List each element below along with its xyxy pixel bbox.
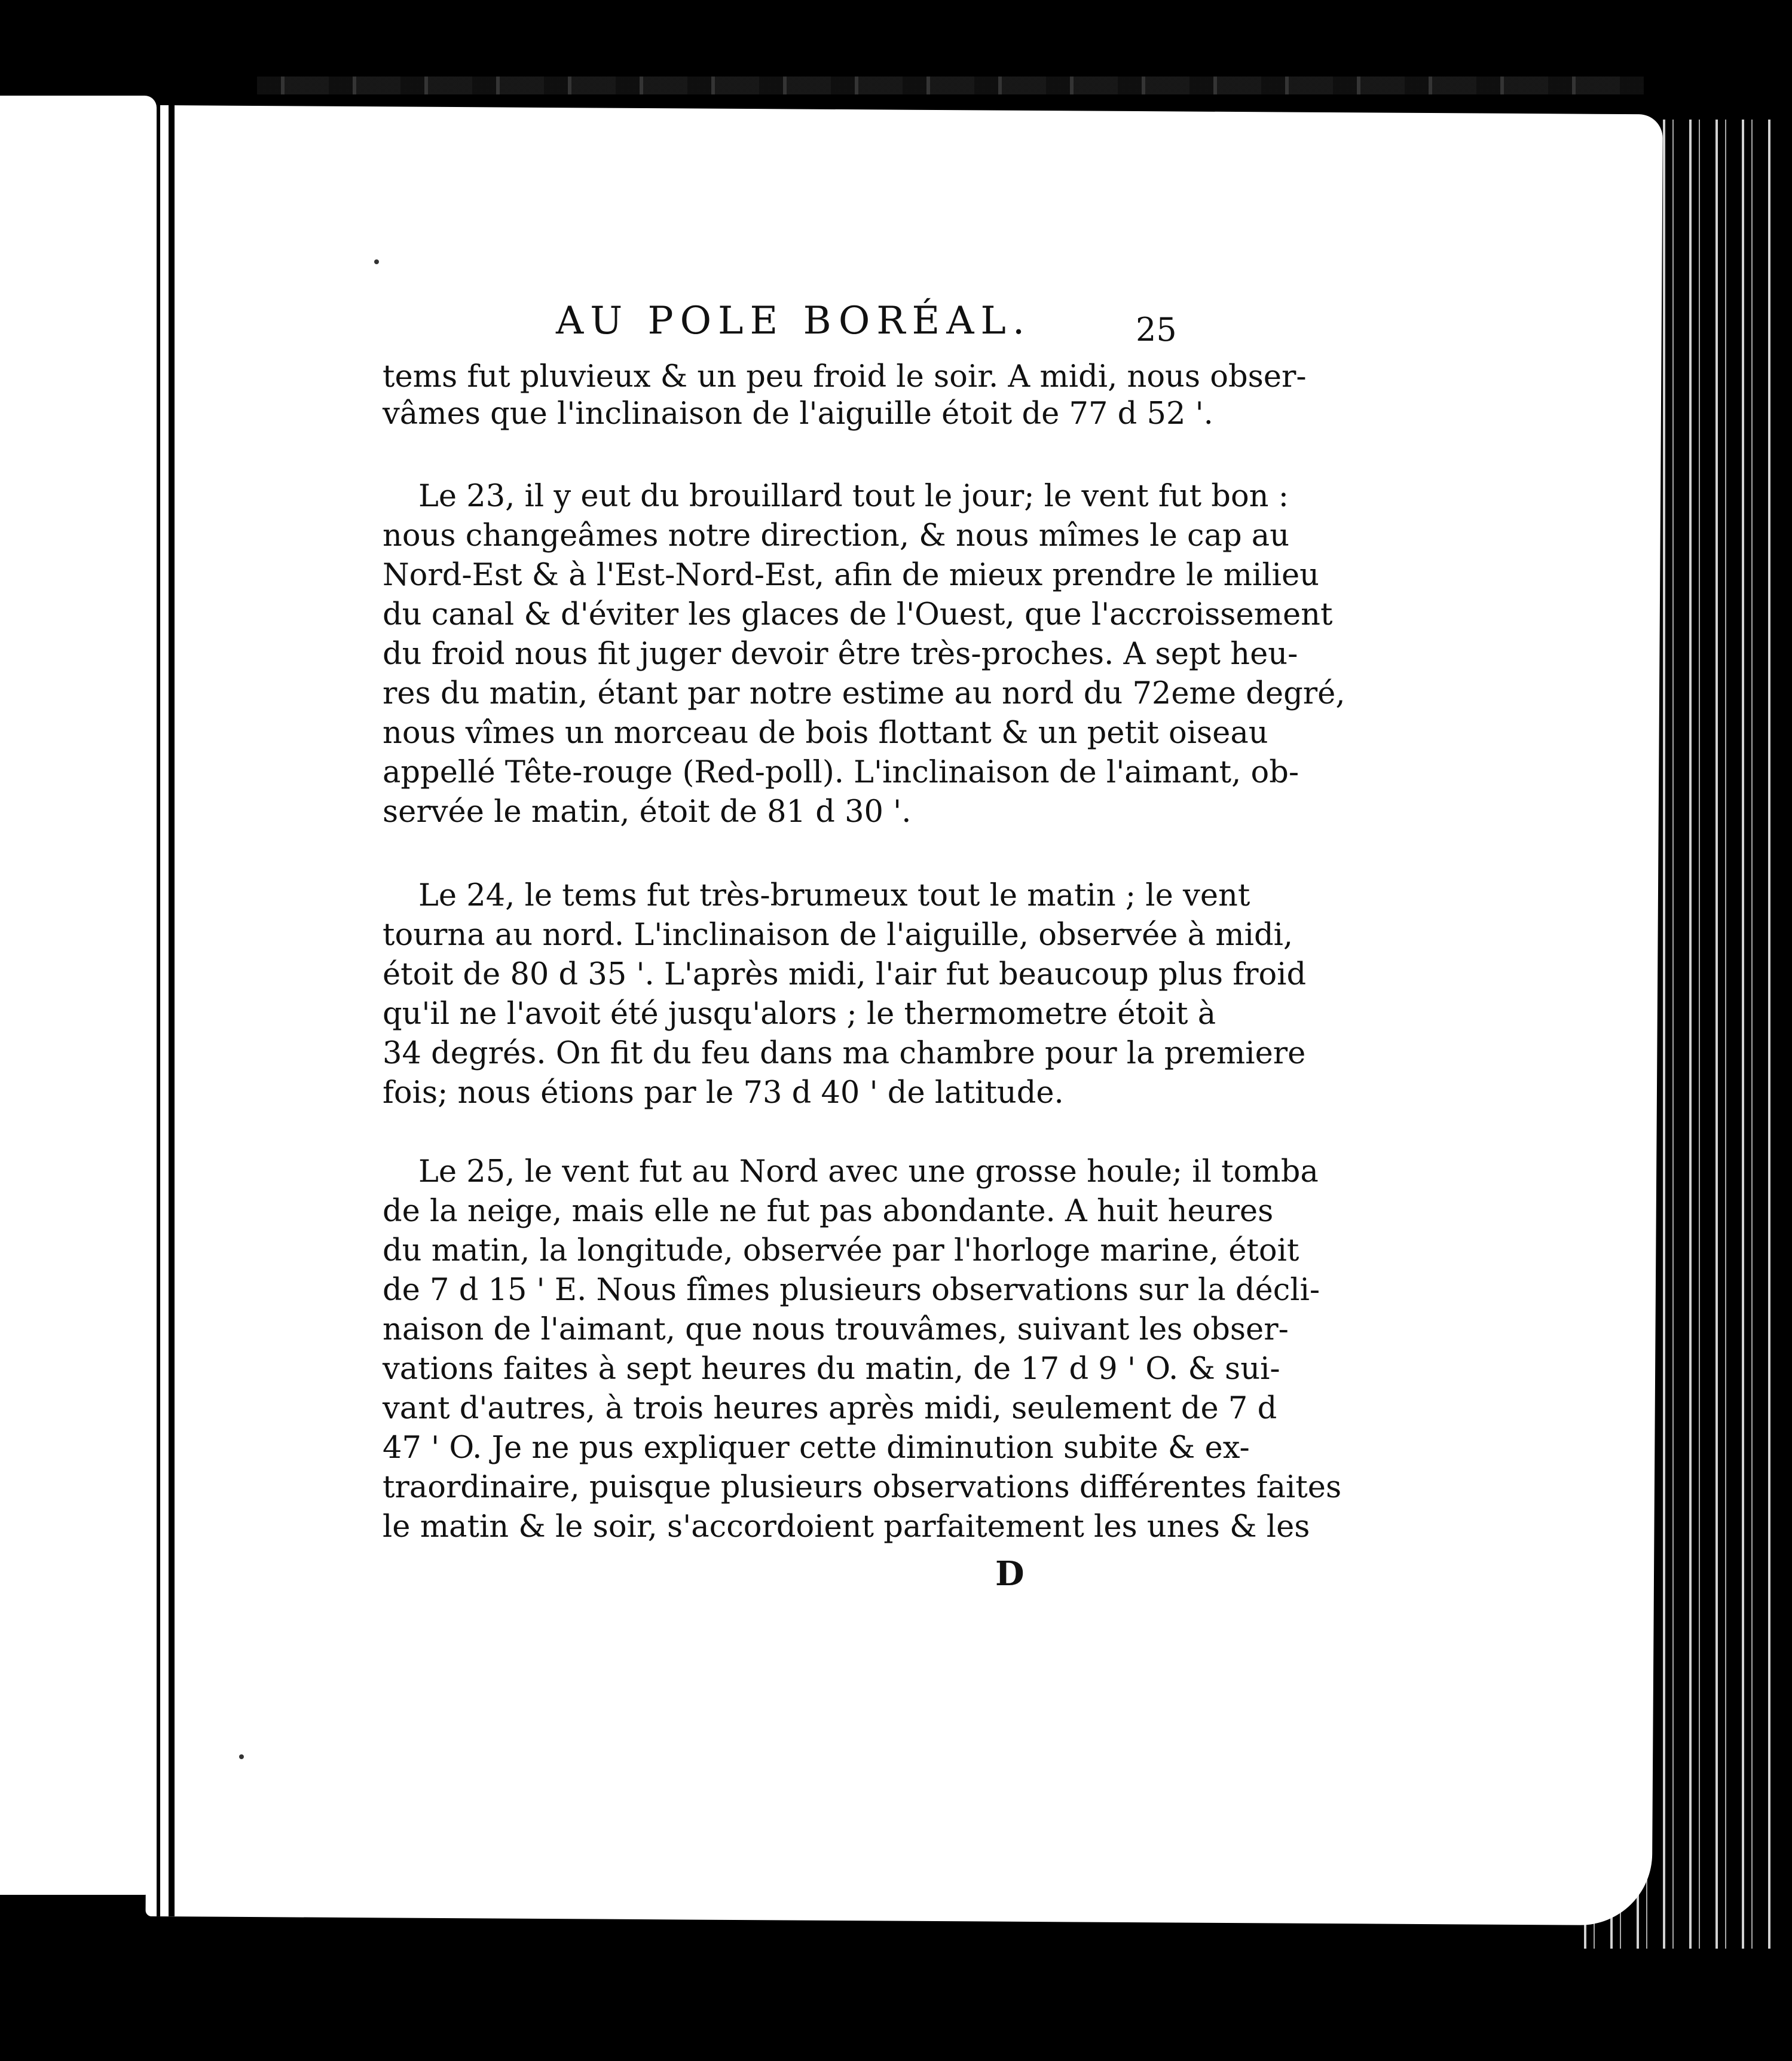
text-line: 34 degrés. On fit du feu dans ma chambre pour la premiere [383, 1036, 1306, 1071]
text-line: de 7 d 15 ' E. Nous fîmes plusieurs observations sur la décli- [383, 1273, 1320, 1308]
text-line: 47 ' O. Je ne pus expliquer cette diminution subite & ex- [383, 1430, 1250, 1466]
text-line: Nord-Est & à l'Est-Nord-Est, afin de mieux prendre le milieu [383, 558, 1319, 593]
text-line: tourna au nord. L'inclinaison de l'aiguille, observée à midi, [383, 918, 1293, 953]
text-line: du matin, la longitude, observée par l'horloge marine, étoit [383, 1233, 1299, 1268]
text-line: naison de l'aimant, que nous trouvâmes, suivant les obser- [383, 1312, 1289, 1347]
ink-speck [374, 259, 379, 264]
text-line: vations faites à sept heures du matin, de 17 d 9 ' O. & sui- [383, 1351, 1280, 1387]
left-page-edge [0, 96, 157, 1895]
book-top-edge [257, 77, 1644, 94]
text-line: fois; nous étions par le 73 d 40 ' de latitude. [383, 1075, 1064, 1111]
text-line: du froid nous fit juger devoir être très-proches. A sept heu- [383, 637, 1298, 672]
text-line: nous vîmes un morceau de bois flottant & un petit oiseau [383, 715, 1268, 751]
page-number: 25 [1136, 311, 1177, 348]
ink-speck [239, 1754, 244, 1759]
text-line: traordinaire, puisque plusieurs observations différentes faites [383, 1470, 1342, 1505]
text-line: vâmes que l'inclinaison de l'aiguille étoit de 77 d 52 '. [383, 396, 1213, 432]
text-line: appellé Tête-rouge (Red-poll). L'inclinaison de l'aimant, ob- [383, 755, 1299, 790]
text-line: Le 23, il y eut du brouillard tout le jour; le vent fut bon : [418, 479, 1289, 514]
text-line: nous changeâmes notre direction, & nous mîmes le cap au [383, 518, 1290, 554]
text-line: le matin & le soir, s'accordoient parfaitement les unes & les [383, 1509, 1310, 1545]
book-gutter [157, 105, 175, 1916]
text-line: res du matin, étant par notre estime au nord du 72eme degré, [383, 676, 1345, 711]
text-line: Le 25, le vent fut au Nord avec une grosse houle; il tomba [418, 1154, 1319, 1189]
running-head: AU POLE BORÉAL. [556, 299, 1032, 343]
text-line: vant d'autres, à trois heures après midi, seulement de 7 d [383, 1391, 1277, 1426]
text-line: Le 24, le tems fut très-brumeux tout le matin ; le vent [418, 878, 1250, 913]
text-line: de la neige, mais elle ne fut pas abondante. A huit heures [383, 1194, 1274, 1229]
signature-mark: D [995, 1554, 1025, 1594]
text-line: du canal & d'éviter les glaces de l'Ouest, que l'accroissement [383, 597, 1333, 632]
text-line: tems fut pluvieux & un peu froid le soir. A midi, nous obser- [383, 359, 1307, 395]
text-line: étoit de 80 d 35 '. L'après midi, l'air fut beaucoup plus froid [383, 957, 1307, 992]
text-line: servée le matin, étoit de 81 d 30 '. [383, 794, 912, 830]
text-line: qu'il ne l'avoit été jusqu'alors ; le thermometre étoit à [383, 996, 1216, 1032]
